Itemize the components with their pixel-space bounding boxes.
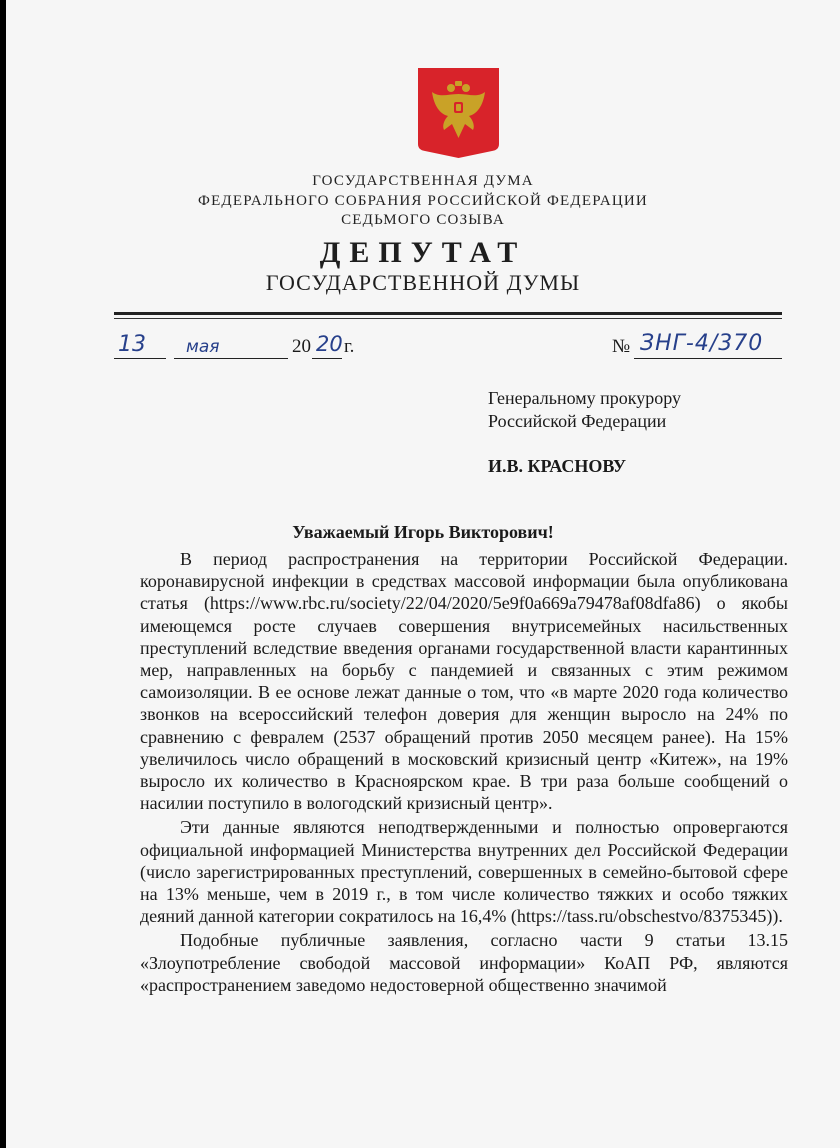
header-divider-thin bbox=[114, 318, 782, 319]
year-abbr: г. bbox=[344, 336, 355, 357]
date-reference-row bbox=[6, 330, 840, 360]
document-page bbox=[6, 0, 840, 1148]
salutation: Уважаемый Игорь Викторович! bbox=[292, 522, 554, 542]
deputy-title: ДЕПУТАТ bbox=[319, 236, 527, 269]
ref-number: ЗНГ-4/370 bbox=[640, 331, 764, 356]
body-paragraph: В период распространения на территории Российской Федерации. коронавирусной инфекции в средствах массовой информации была опубликована статья (https://www.rbc.ru/society/22/04/2020/5e9f0a669a79478af08dfa86) о якобы имеющемся росте случаев совершения внутрисемейных насильственных преступлений вследствие введения органами государственной власти карантинных мер, направленных на борьбу с пандемией и связанных с этим режимом самоизоляции. В ее основе лежат данные о том, что «в марте 2020 года количество звонков на всероссийский телефон доверия для женщин выросло на 24% по сравнению с февралем (2537 обращений против 2050 месяцем ранее). На 15% увеличилось число обращений в московский кризисный центр «Китеж», на 19% выросло их количество в Красноярском крае. В три раза больше сообщений о насилии поступило в вологодский кризисный центр». bbox=[140, 549, 788, 814]
duma-header-line: ГОСУДАРСТВЕННАЯ ДУМА bbox=[312, 173, 534, 189]
deputy-subtitle: ГОСУДАРСТВЕННОЙ ДУМЫ bbox=[265, 270, 581, 295]
year-prefix: 20 bbox=[292, 336, 311, 357]
year-suffix: 20 bbox=[316, 332, 343, 356]
addressee-name: И.В. КРАСНОВУ bbox=[488, 456, 627, 476]
date-day: 13 bbox=[118, 332, 146, 357]
addressee-country: Российской Федерации bbox=[488, 411, 667, 431]
addressee-position: Генеральному прокурору bbox=[488, 388, 682, 408]
convocation-line: СЕДЬМОГО СОЗЫВА bbox=[341, 212, 505, 228]
letter-body bbox=[140, 548, 788, 996]
body-paragraph: Эти данные являются неподтвержденными и полностью опровергаются официальной информацией Министерства внутренних дел Российской Федерации (число зарегистрированных преступлений, совершенных в семейно-бытовой сфере на 13% меньше, чем в 2019 г., в том числе количество тяжких и особо тяжких деяний данной категории сократилось на 16,4% (https://tass.ru/obschestvo/8375345)). bbox=[140, 817, 788, 927]
federal-assembly-line: ФЕДЕРАЛЬНОГО СОБРАНИЯ РОССИЙСКОЙ ФЕДЕРАЦИИ bbox=[198, 193, 648, 209]
ref-number-label: № bbox=[612, 336, 631, 357]
date-month: мая bbox=[186, 337, 220, 357]
coat-of-arms-emblem bbox=[418, 68, 499, 158]
header-divider-thick bbox=[114, 312, 782, 315]
body-paragraph: Подобные публичные заявления, согласно части 9 статьи 13.15 «Злоупотребление свободой массовой информации» КоАП РФ, являются «распространением заведомо недостоверной общественно значимой bbox=[140, 930, 788, 995]
